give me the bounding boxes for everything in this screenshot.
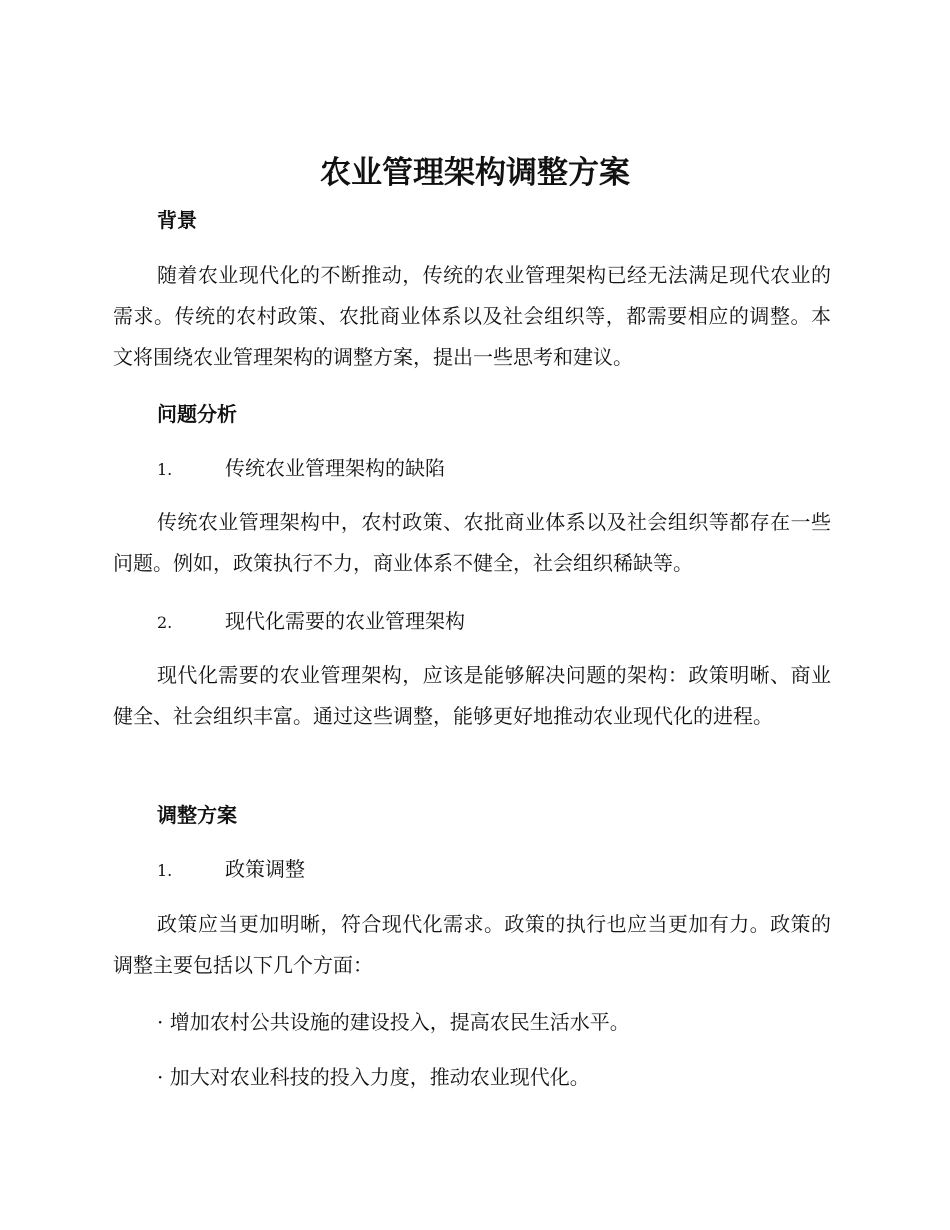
analysis-item-2-title — [157, 606, 465, 638]
document-title: 农业管理架构调整方案 — [320, 155, 630, 191]
analysis-item-1-paragraph: 传统农业管理架构中，农村政策、农批商业体系以及社会组织等都存在一些问题。例如，政策执行不力，商业体系不健全，社会组织稀缺等。 — [113, 510, 831, 575]
section-heading-background: 背景 — [157, 208, 197, 232]
plan-bullet-1: · 增加农村公共设施的建设投入，提高农民生活水平。 — [157, 1010, 630, 1034]
background-paragraph: 随着农业现代化的不断推动，传统的农业管理架构已经无法满足现代农业的需求。传统的农村政策、农批商业体系以及社会组织等，都需要相应的调整。本文将围绕农业管理架构的调整方案，提出一些思考和建议。 — [113, 263, 831, 369]
list-title: 传统农业管理架构的缺陷 — [225, 456, 445, 480]
list-number: 1. — [157, 460, 173, 479]
list-number: 1. — [157, 861, 173, 880]
plan-bullet-2: · 加大对农业科技的投入力度，推动农业现代化。 — [157, 1065, 590, 1089]
section-heading-analysis: 问题分析 — [157, 402, 237, 426]
plan-item-1-paragraph: 政策应当更加明晰，符合现代化需求。政策的执行也应当更加有力。政策的调整主要包括以下几个方面： — [113, 912, 831, 977]
list-number: 2. — [157, 613, 173, 632]
section-heading-plan: 调整方案 — [157, 803, 237, 827]
analysis-item-2-paragraph: 现代化需要的农业管理架构，应该是能够解决问题的架构：政策明晰、商业健全、社会组织丰富。通过这些调整，能够更好地推动农业现代化的进程。 — [113, 663, 831, 728]
list-title: 政策调整 — [225, 857, 305, 881]
list-title: 现代化需要的农业管理架构 — [225, 609, 465, 633]
analysis-item-1-title — [157, 453, 445, 485]
plan-item-1-title — [157, 854, 305, 886]
